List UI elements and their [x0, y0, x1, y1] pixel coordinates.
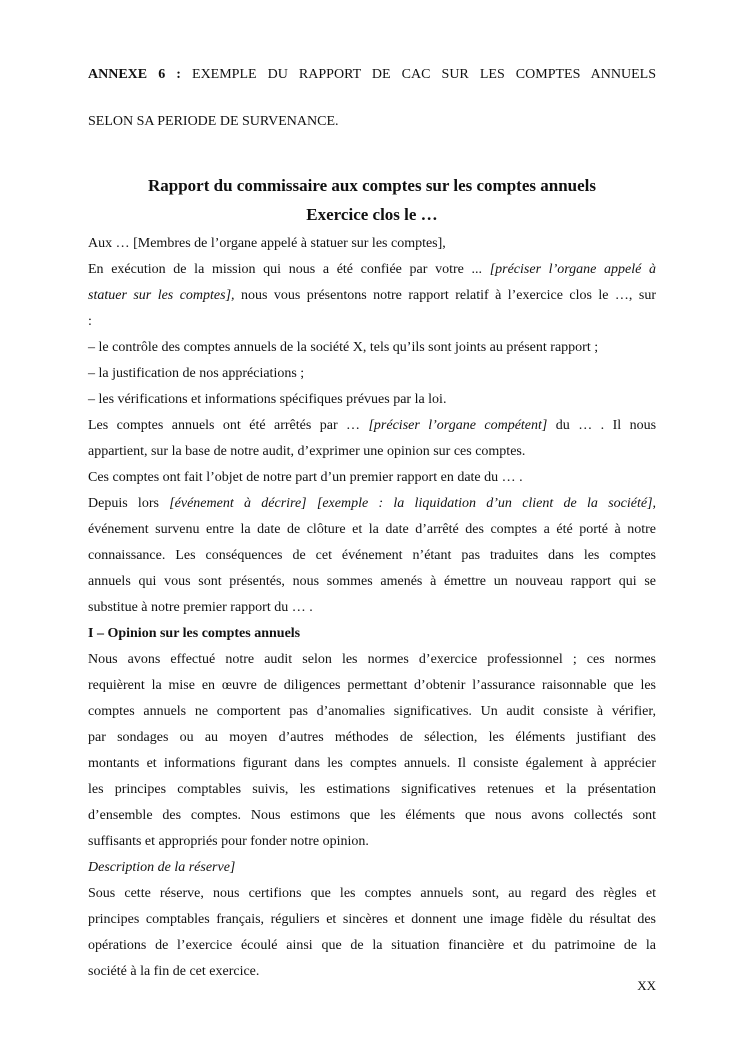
- report-subtitle: Exercice clos le …: [306, 205, 438, 224]
- list-item: – le contrôle des comptes annuels de la société X, tels qu’ils sont joints au présent rapport ;: [88, 340, 599, 355]
- body-line: événement survenu entre la date de clôture et la date d’arrêté des comptes a été porté à notre: [88, 522, 656, 537]
- body-line: Nous avons effectué notre audit selon les normes d’exercice professionnel ; ces normes: [88, 652, 656, 667]
- body-line: appartient, sur la base de notre audit, d’exprimer une opinion sur ces comptes.: [88, 444, 526, 459]
- list-item: – la justification de nos appréciations ;: [88, 366, 305, 381]
- body-line: :: [88, 314, 92, 329]
- text-segment: nous vous présentons notre rapport relatif à l’exercice clos le …, sur: [240, 288, 656, 303]
- report-title: Rapport du commissaire aux comptes sur les comptes annuels: [148, 176, 596, 195]
- list-item: – les vérifications et informations spécifiques prévues par la loi.: [88, 392, 447, 407]
- report-body: [88, 231, 656, 985]
- body-line: Ces comptes ont fait l’objet de notre part d’un premier rapport en date du … .: [88, 470, 523, 485]
- placeholder-text: statuer sur les comptes],: [88, 288, 235, 303]
- body-line: principes comptables français, réguliers et sincères et donnent une image fidèle du résultat des: [88, 912, 656, 927]
- body-line: société à la fin de cet exercice.: [88, 964, 260, 979]
- page-number: XX: [637, 978, 656, 993]
- body-line: comptes annuels ne comportent pas d’anomalies significatives. Un audit consiste à vérifier,: [88, 704, 656, 719]
- body-line: d’ensemble des comptes. Nous estimons que les éléments que nous avons collectés sont: [88, 808, 656, 823]
- text-segment: du … . Il nous: [555, 418, 657, 433]
- body-line: requièrent la mise en œuvre de diligences permettant d’obtenir l’assurance raisonnable que les: [88, 678, 656, 693]
- body-line: suffisants et appropriés pour fonder notre opinion.: [88, 834, 369, 849]
- annexe-label: ANNEXE 6 :: [88, 67, 181, 82]
- body-line: [88, 283, 656, 309]
- annexe-heading-line-1: [88, 67, 656, 83]
- reserve-description-label: Description de la réserve]: [88, 860, 236, 875]
- annexe-title: EXEMPLE DU RAPPORT DE CAC SUR LES COMPTES ANNUELS: [192, 67, 657, 82]
- body-line: [88, 257, 656, 283]
- text-segment: En exécution de la mission qui nous a été confiée par votre ...: [88, 262, 483, 277]
- text-segment: Les comptes annuels ont été arrêtés par …: [88, 418, 361, 433]
- body-line: substitue à notre premier rapport du … .: [88, 600, 313, 615]
- body-line: annuels qui vous sont présentés, nous sommes amenés à émettre un nouveau rapport qui se: [88, 574, 656, 589]
- section-heading-opinion: I – Opinion sur les comptes annuels: [88, 626, 301, 641]
- body-line: [88, 491, 656, 517]
- placeholder-text: [événement à décrire] [exemple : la liquidation d’un client de la société],: [169, 496, 657, 511]
- body-line: opérations de l’exercice écoulé ainsi que de la situation financière et du patrimoine de la: [88, 938, 656, 953]
- body-line: les principes comptables suivis, les estimations significatives retenues et la présentation: [88, 782, 656, 797]
- body-line: montants et informations figurant dans les comptes annuels. Il consiste également à apprécier: [88, 756, 656, 771]
- body-line: Sous cette réserve, nous certifions que les comptes annuels sont, au regard des règles et: [88, 886, 656, 901]
- text-segment: Depuis lors: [88, 496, 159, 511]
- placeholder-text: [préciser l’organe compétent]: [368, 418, 548, 433]
- annexe-heading-line-2: SELON SA PERIODE DE SURVENANCE.: [88, 114, 339, 129]
- placeholder-text: [préciser l’organe appelé à: [489, 262, 657, 277]
- body-line: par sondages ou au moyen d’autres méthodes de sélection, les éléments justifiant des: [88, 730, 656, 745]
- body-line: connaissance. Les conséquences de cet événement n’étant pas traduites dans les comptes: [88, 548, 656, 563]
- body-line: [88, 413, 656, 439]
- addressee-line: Aux … [Membres de l’organe appelé à statuer sur les comptes],: [88, 236, 446, 251]
